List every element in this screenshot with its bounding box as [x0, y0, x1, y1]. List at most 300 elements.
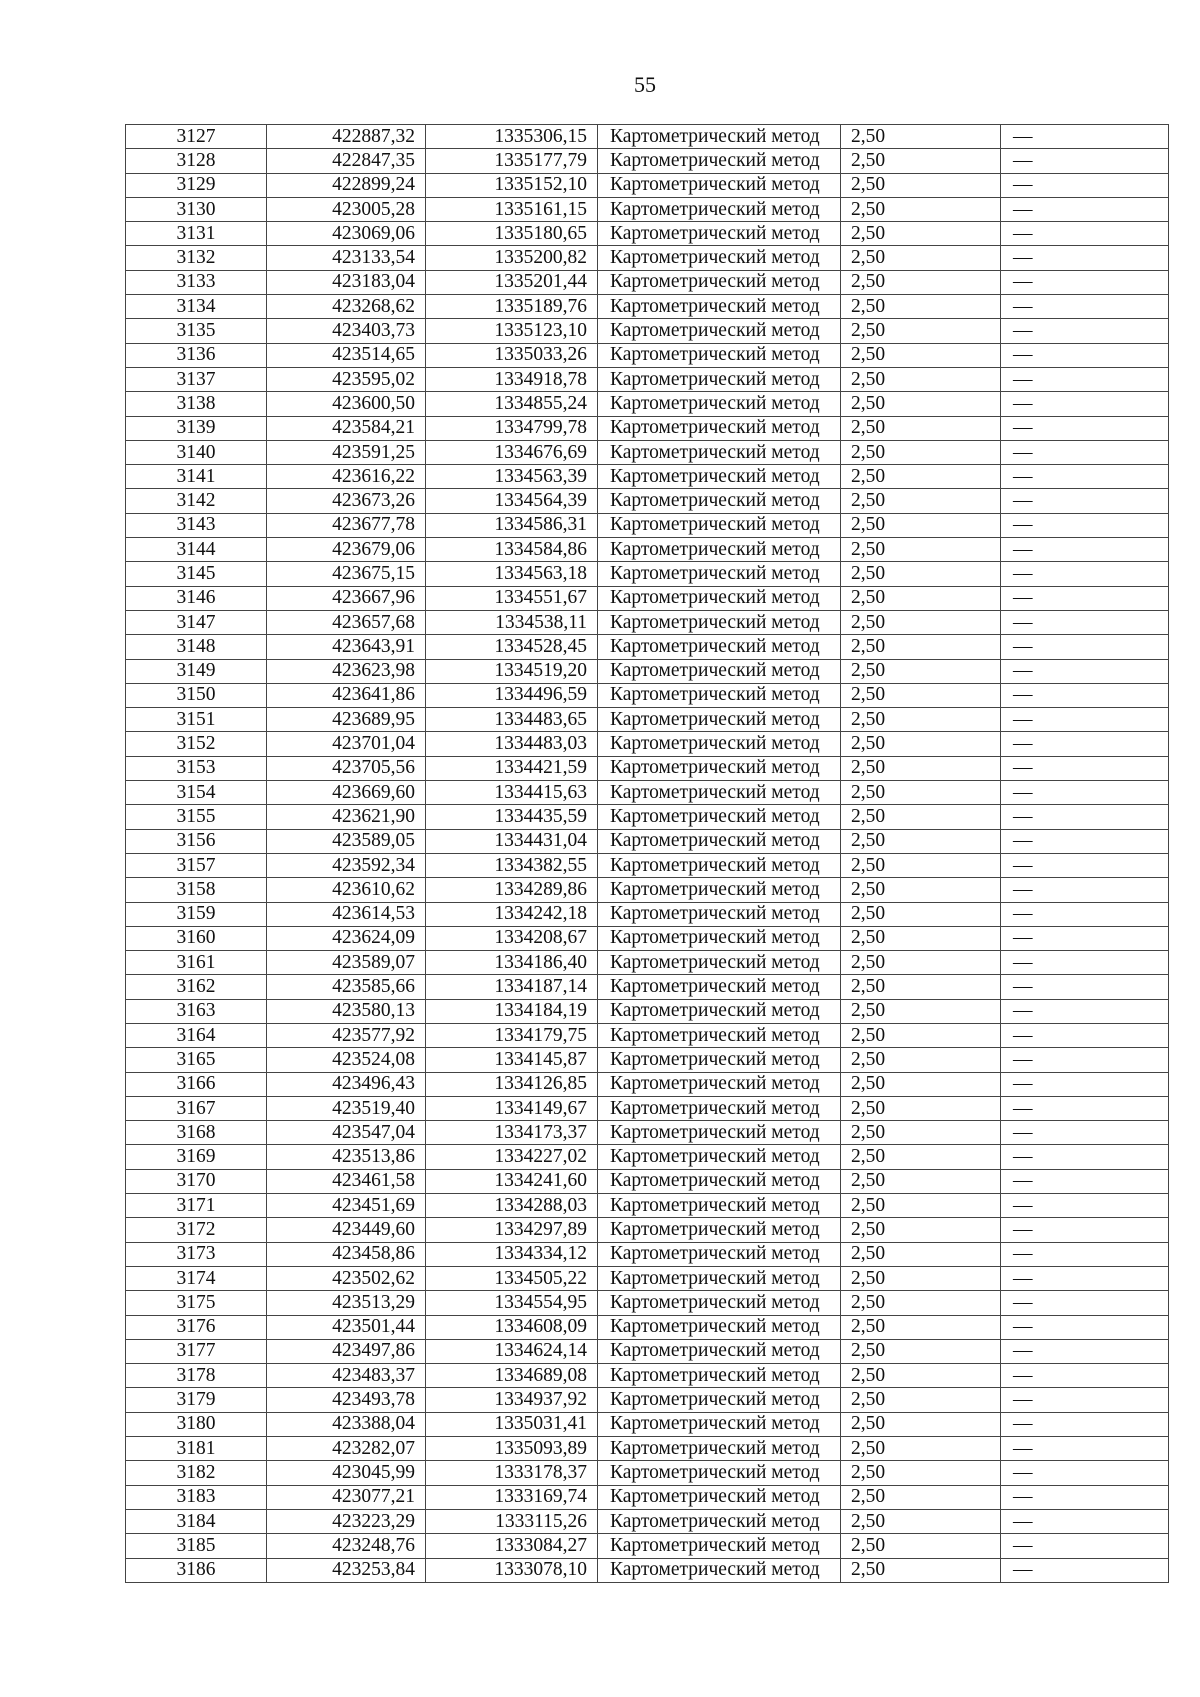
description-cell: — [1001, 416, 1169, 440]
point-number-cell: 3154 [126, 781, 267, 805]
y-coordinate-cell: 1333084,27 [426, 1534, 598, 1558]
x-coordinate-cell: 423591,25 [267, 440, 426, 464]
point-number-cell: 3156 [126, 829, 267, 853]
y-coordinate-cell: 1335033,26 [426, 343, 598, 367]
method-cell: Картометрический метод [598, 781, 841, 805]
method-cell: Картометрический метод [598, 1218, 841, 1242]
x-coordinate-cell: 423577,92 [267, 1023, 426, 1047]
table-row [126, 295, 1169, 319]
accuracy-cell: 2,50 [841, 1412, 1001, 1436]
description-cell: — [1001, 781, 1169, 805]
accuracy-cell: 2,50 [841, 513, 1001, 537]
x-coordinate-cell: 423388,04 [267, 1412, 426, 1436]
description-cell: — [1001, 732, 1169, 756]
point-number-cell: 3128 [126, 149, 267, 173]
x-coordinate-cell: 423403,73 [267, 319, 426, 343]
table-row [126, 562, 1169, 586]
table-row [126, 1145, 1169, 1169]
point-number-cell: 3182 [126, 1461, 267, 1485]
point-number-cell: 3176 [126, 1315, 267, 1339]
x-coordinate-cell: 423502,62 [267, 1266, 426, 1290]
description-cell: — [1001, 367, 1169, 391]
description-cell: — [1001, 343, 1169, 367]
point-number-cell: 3174 [126, 1266, 267, 1290]
y-coordinate-cell: 1334554,95 [426, 1291, 598, 1315]
point-number-cell: 3165 [126, 1048, 267, 1072]
y-coordinate-cell: 1334483,65 [426, 708, 598, 732]
accuracy-cell: 2,50 [841, 367, 1001, 391]
point-number-cell: 3166 [126, 1072, 267, 1096]
description-cell: — [1001, 246, 1169, 270]
x-coordinate-cell: 422899,24 [267, 173, 426, 197]
point-number-cell: 3186 [126, 1558, 267, 1582]
table-row [126, 1169, 1169, 1193]
table-row [126, 683, 1169, 707]
y-coordinate-cell: 1334184,19 [426, 999, 598, 1023]
method-cell: Картометрический метод [598, 1412, 841, 1436]
point-number-cell: 3146 [126, 586, 267, 610]
method-cell: Картометрический метод [598, 586, 841, 610]
accuracy-cell: 2,50 [841, 586, 1001, 610]
method-cell: Картометрический метод [598, 805, 841, 829]
accuracy-cell: 2,50 [841, 489, 1001, 513]
method-cell: Картометрический метод [598, 878, 841, 902]
description-cell: — [1001, 440, 1169, 464]
point-number-cell: 3139 [126, 416, 267, 440]
y-coordinate-cell: 1334421,59 [426, 756, 598, 780]
x-coordinate-cell: 423253,84 [267, 1558, 426, 1582]
accuracy-cell: 2,50 [841, 173, 1001, 197]
description-cell: — [1001, 1072, 1169, 1096]
x-coordinate-cell: 423005,28 [267, 197, 426, 221]
y-coordinate-cell: 1334382,55 [426, 853, 598, 877]
method-cell: Картометрический метод [598, 538, 841, 562]
description-cell: — [1001, 1023, 1169, 1047]
y-coordinate-cell: 1334297,89 [426, 1218, 598, 1242]
method-cell: Картометрический метод [598, 829, 841, 853]
point-number-cell: 3164 [126, 1023, 267, 1047]
description-cell: — [1001, 902, 1169, 926]
accuracy-cell: 2,50 [841, 1218, 1001, 1242]
x-coordinate-cell: 423513,86 [267, 1145, 426, 1169]
y-coordinate-cell: 1334242,18 [426, 902, 598, 926]
x-coordinate-cell: 423675,15 [267, 562, 426, 586]
table-row [126, 222, 1169, 246]
table-row [126, 853, 1169, 877]
accuracy-cell: 2,50 [841, 756, 1001, 780]
y-coordinate-cell: 1335093,89 [426, 1437, 598, 1461]
y-coordinate-cell: 1334496,59 [426, 683, 598, 707]
table-row [126, 1291, 1169, 1315]
x-coordinate-cell: 423614,53 [267, 902, 426, 926]
y-coordinate-cell: 1334538,11 [426, 610, 598, 634]
y-coordinate-cell: 1333078,10 [426, 1558, 598, 1582]
point-number-cell: 3184 [126, 1509, 267, 1533]
description-cell: — [1001, 295, 1169, 319]
accuracy-cell: 2,50 [841, 1266, 1001, 1290]
method-cell: Картометрический метод [598, 1364, 841, 1388]
y-coordinate-cell: 1335180,65 [426, 222, 598, 246]
x-coordinate-cell: 423496,43 [267, 1072, 426, 1096]
description-cell: — [1001, 610, 1169, 634]
method-cell: Картометрический метод [598, 416, 841, 440]
method-cell: Картометрический метод [598, 367, 841, 391]
x-coordinate-cell: 423641,86 [267, 683, 426, 707]
description-cell: — [1001, 1266, 1169, 1290]
y-coordinate-cell: 1334208,67 [426, 926, 598, 950]
accuracy-cell: 2,50 [841, 1509, 1001, 1533]
method-cell: Картометрический метод [598, 1023, 841, 1047]
method-cell: Картометрический метод [598, 756, 841, 780]
y-coordinate-cell: 1334505,22 [426, 1266, 598, 1290]
table-row [126, 513, 1169, 537]
y-coordinate-cell: 1334334,12 [426, 1242, 598, 1266]
table-row [126, 805, 1169, 829]
method-cell: Картометрический метод [598, 1242, 841, 1266]
accuracy-cell: 2,50 [841, 416, 1001, 440]
point-number-cell: 3148 [126, 635, 267, 659]
point-number-cell: 3170 [126, 1169, 267, 1193]
x-coordinate-cell: 423705,56 [267, 756, 426, 780]
x-coordinate-cell: 423701,04 [267, 732, 426, 756]
x-coordinate-cell: 423624,09 [267, 926, 426, 950]
table-row [126, 659, 1169, 683]
x-coordinate-cell: 423458,86 [267, 1242, 426, 1266]
y-coordinate-cell: 1333115,26 [426, 1509, 598, 1533]
accuracy-cell: 2,50 [841, 1194, 1001, 1218]
accuracy-cell: 2,50 [841, 1145, 1001, 1169]
description-cell: — [1001, 1145, 1169, 1169]
description-cell: — [1001, 1121, 1169, 1145]
x-coordinate-cell: 423069,06 [267, 222, 426, 246]
x-coordinate-cell: 423077,21 [267, 1485, 426, 1509]
table-row [126, 1534, 1169, 1558]
y-coordinate-cell: 1333178,37 [426, 1461, 598, 1485]
table-row [126, 125, 1169, 149]
table-row [126, 1558, 1169, 1582]
y-coordinate-cell: 1334586,31 [426, 513, 598, 537]
x-coordinate-cell: 423657,68 [267, 610, 426, 634]
point-number-cell: 3151 [126, 708, 267, 732]
accuracy-cell: 2,50 [841, 538, 1001, 562]
x-coordinate-cell: 423513,29 [267, 1291, 426, 1315]
y-coordinate-cell: 1335177,79 [426, 149, 598, 173]
coordinates-table [125, 124, 1169, 1583]
method-cell: Картометрический метод [598, 732, 841, 756]
table-row [126, 610, 1169, 634]
y-coordinate-cell: 1334483,03 [426, 732, 598, 756]
method-cell: Картометрический метод [598, 1315, 841, 1339]
description-cell: — [1001, 1509, 1169, 1533]
point-number-cell: 3135 [126, 319, 267, 343]
table-row [126, 781, 1169, 805]
method-cell: Картометрический метод [598, 1437, 841, 1461]
table-row [126, 416, 1169, 440]
table-row [126, 999, 1169, 1023]
y-coordinate-cell: 1334227,02 [426, 1145, 598, 1169]
method-cell: Картометрический метод [598, 853, 841, 877]
y-coordinate-cell: 1334624,14 [426, 1339, 598, 1363]
point-number-cell: 3153 [126, 756, 267, 780]
description-cell: — [1001, 1315, 1169, 1339]
point-number-cell: 3185 [126, 1534, 267, 1558]
method-cell: Картометрический метод [598, 343, 841, 367]
point-number-cell: 3143 [126, 513, 267, 537]
description-cell: — [1001, 465, 1169, 489]
y-coordinate-cell: 1334563,39 [426, 465, 598, 489]
method-cell: Картометрический метод [598, 562, 841, 586]
accuracy-cell: 2,50 [841, 1339, 1001, 1363]
description-cell: — [1001, 1412, 1169, 1436]
accuracy-cell: 2,50 [841, 732, 1001, 756]
method-cell: Картометрический метод [598, 246, 841, 270]
point-number-cell: 3172 [126, 1218, 267, 1242]
x-coordinate-cell: 423133,54 [267, 246, 426, 270]
accuracy-cell: 2,50 [841, 222, 1001, 246]
accuracy-cell: 2,50 [841, 878, 1001, 902]
description-cell: — [1001, 1534, 1169, 1558]
description-cell: — [1001, 1169, 1169, 1193]
y-coordinate-cell: 1335306,15 [426, 125, 598, 149]
accuracy-cell: 2,50 [841, 1072, 1001, 1096]
x-coordinate-cell: 423673,26 [267, 489, 426, 513]
point-number-cell: 3145 [126, 562, 267, 586]
method-cell: Картометрический метод [598, 999, 841, 1023]
point-number-cell: 3132 [126, 246, 267, 270]
method-cell: Картометрический метод [598, 610, 841, 634]
description-cell: — [1001, 538, 1169, 562]
method-cell: Картометрический метод [598, 975, 841, 999]
y-coordinate-cell: 1334563,18 [426, 562, 598, 586]
method-cell: Картометрический метод [598, 1169, 841, 1193]
method-cell: Картометрический метод [598, 683, 841, 707]
method-cell: Картометрический метод [598, 1291, 841, 1315]
method-cell: Картометрический метод [598, 489, 841, 513]
x-coordinate-cell: 423679,06 [267, 538, 426, 562]
method-cell: Картометрический метод [598, 1266, 841, 1290]
accuracy-cell: 2,50 [841, 999, 1001, 1023]
point-number-cell: 3161 [126, 951, 267, 975]
y-coordinate-cell: 1334918,78 [426, 367, 598, 391]
accuracy-cell: 2,50 [841, 683, 1001, 707]
table-row [126, 975, 1169, 999]
description-cell: — [1001, 1194, 1169, 1218]
point-number-cell: 3147 [126, 610, 267, 634]
accuracy-cell: 2,50 [841, 149, 1001, 173]
description-cell: — [1001, 975, 1169, 999]
x-coordinate-cell: 423514,65 [267, 343, 426, 367]
table-row [126, 635, 1169, 659]
accuracy-cell: 2,50 [841, 1534, 1001, 1558]
x-coordinate-cell: 423461,58 [267, 1169, 426, 1193]
point-number-cell: 3141 [126, 465, 267, 489]
table-row [126, 1364, 1169, 1388]
accuracy-cell: 2,50 [841, 659, 1001, 683]
description-cell: — [1001, 805, 1169, 829]
description-cell: — [1001, 1558, 1169, 1582]
method-cell: Картометрический метод [598, 1509, 841, 1533]
description-cell: — [1001, 1242, 1169, 1266]
x-coordinate-cell: 423643,91 [267, 635, 426, 659]
description-cell: — [1001, 319, 1169, 343]
method-cell: Картометрический метод [598, 635, 841, 659]
accuracy-cell: 2,50 [841, 1364, 1001, 1388]
y-coordinate-cell: 1334689,08 [426, 1364, 598, 1388]
x-coordinate-cell: 423600,50 [267, 392, 426, 416]
x-coordinate-cell: 423610,62 [267, 878, 426, 902]
description-cell: — [1001, 513, 1169, 537]
point-number-cell: 3168 [126, 1121, 267, 1145]
point-number-cell: 3183 [126, 1485, 267, 1509]
y-coordinate-cell: 1334435,59 [426, 805, 598, 829]
table-row [126, 1266, 1169, 1290]
method-cell: Картометрический метод [598, 1558, 841, 1582]
y-coordinate-cell: 1334519,20 [426, 659, 598, 683]
point-number-cell: 3157 [126, 853, 267, 877]
description-cell: — [1001, 1437, 1169, 1461]
method-cell: Картометрический метод [598, 1388, 841, 1412]
description-cell: — [1001, 197, 1169, 221]
x-coordinate-cell: 423045,99 [267, 1461, 426, 1485]
point-number-cell: 3140 [126, 440, 267, 464]
method-cell: Картометрический метод [598, 270, 841, 294]
description-cell: — [1001, 829, 1169, 853]
x-coordinate-cell: 423483,37 [267, 1364, 426, 1388]
accuracy-cell: 2,50 [841, 197, 1001, 221]
method-cell: Картометрический метод [598, 1534, 841, 1558]
description-cell: — [1001, 1218, 1169, 1242]
x-coordinate-cell: 423589,07 [267, 951, 426, 975]
accuracy-cell: 2,50 [841, 781, 1001, 805]
description-cell: — [1001, 708, 1169, 732]
y-coordinate-cell: 1334431,04 [426, 829, 598, 853]
description-cell: — [1001, 1048, 1169, 1072]
point-number-cell: 3175 [126, 1291, 267, 1315]
description-cell: — [1001, 562, 1169, 586]
table-row [126, 489, 1169, 513]
method-cell: Картометрический метод [598, 1339, 841, 1363]
y-coordinate-cell: 1334855,24 [426, 392, 598, 416]
description-cell: — [1001, 586, 1169, 610]
description-cell: — [1001, 1339, 1169, 1363]
method-cell: Картометрический метод [598, 951, 841, 975]
accuracy-cell: 2,50 [841, 562, 1001, 586]
accuracy-cell: 2,50 [841, 805, 1001, 829]
x-coordinate-cell: 423589,05 [267, 829, 426, 853]
point-number-cell: 3149 [126, 659, 267, 683]
accuracy-cell: 2,50 [841, 1048, 1001, 1072]
description-cell: — [1001, 173, 1169, 197]
y-coordinate-cell: 1335161,15 [426, 197, 598, 221]
method-cell: Картометрический метод [598, 1461, 841, 1485]
method-cell: Картометрический метод [598, 392, 841, 416]
table-row [126, 465, 1169, 489]
table-row [126, 1096, 1169, 1120]
accuracy-cell: 2,50 [841, 1291, 1001, 1315]
point-number-cell: 3169 [126, 1145, 267, 1169]
x-coordinate-cell: 422887,32 [267, 125, 426, 149]
point-number-cell: 3129 [126, 173, 267, 197]
table-row [126, 1242, 1169, 1266]
point-number-cell: 3155 [126, 805, 267, 829]
y-coordinate-cell: 1335189,76 [426, 295, 598, 319]
x-coordinate-cell: 423677,78 [267, 513, 426, 537]
point-number-cell: 3177 [126, 1339, 267, 1363]
method-cell: Картометрический метод [598, 222, 841, 246]
y-coordinate-cell: 1334608,09 [426, 1315, 598, 1339]
x-coordinate-cell: 423183,04 [267, 270, 426, 294]
table-row [126, 902, 1169, 926]
y-coordinate-cell: 1334937,92 [426, 1388, 598, 1412]
accuracy-cell: 2,50 [841, 975, 1001, 999]
y-coordinate-cell: 1334179,75 [426, 1023, 598, 1047]
method-cell: Картометрический метод [598, 902, 841, 926]
method-cell: Картометрический метод [598, 319, 841, 343]
point-number-cell: 3181 [126, 1437, 267, 1461]
table-row [126, 538, 1169, 562]
x-coordinate-cell: 423223,29 [267, 1509, 426, 1533]
description-cell: — [1001, 125, 1169, 149]
x-coordinate-cell: 423524,08 [267, 1048, 426, 1072]
table-row [126, 1023, 1169, 1047]
table-row [126, 878, 1169, 902]
description-cell: — [1001, 1096, 1169, 1120]
point-number-cell: 3167 [126, 1096, 267, 1120]
x-coordinate-cell: 423501,44 [267, 1315, 426, 1339]
point-number-cell: 3171 [126, 1194, 267, 1218]
point-number-cell: 3162 [126, 975, 267, 999]
description-cell: — [1001, 951, 1169, 975]
table-row [126, 1461, 1169, 1485]
method-cell: Картометрический метод [598, 1096, 841, 1120]
method-cell: Картометрический метод [598, 1072, 841, 1096]
y-coordinate-cell: 1334676,69 [426, 440, 598, 464]
y-coordinate-cell: 1334187,14 [426, 975, 598, 999]
method-cell: Картометрический метод [598, 1121, 841, 1145]
x-coordinate-cell: 423451,69 [267, 1194, 426, 1218]
point-number-cell: 3173 [126, 1242, 267, 1266]
method-cell: Картометрический метод [598, 1194, 841, 1218]
accuracy-cell: 2,50 [841, 1485, 1001, 1509]
description-cell: — [1001, 270, 1169, 294]
accuracy-cell: 2,50 [841, 708, 1001, 732]
table-row [126, 1048, 1169, 1072]
y-coordinate-cell: 1334528,45 [426, 635, 598, 659]
accuracy-cell: 2,50 [841, 635, 1001, 659]
y-coordinate-cell: 1335201,44 [426, 270, 598, 294]
y-coordinate-cell: 1334149,67 [426, 1096, 598, 1120]
table-row [126, 732, 1169, 756]
table-row [126, 1388, 1169, 1412]
table-row [126, 1121, 1169, 1145]
x-coordinate-cell: 423493,78 [267, 1388, 426, 1412]
table-row [126, 246, 1169, 270]
y-coordinate-cell: 1335031,41 [426, 1412, 598, 1436]
method-cell: Картометрический метод [598, 1485, 841, 1509]
description-cell: — [1001, 222, 1169, 246]
point-number-cell: 3160 [126, 926, 267, 950]
x-coordinate-cell: 423592,34 [267, 853, 426, 877]
table-row [126, 926, 1169, 950]
description-cell: — [1001, 635, 1169, 659]
x-coordinate-cell: 423547,04 [267, 1121, 426, 1145]
point-number-cell: 3179 [126, 1388, 267, 1412]
description-cell: — [1001, 756, 1169, 780]
point-number-cell: 3134 [126, 295, 267, 319]
accuracy-cell: 2,50 [841, 610, 1001, 634]
method-cell: Картометрический метод [598, 513, 841, 537]
point-number-cell: 3142 [126, 489, 267, 513]
